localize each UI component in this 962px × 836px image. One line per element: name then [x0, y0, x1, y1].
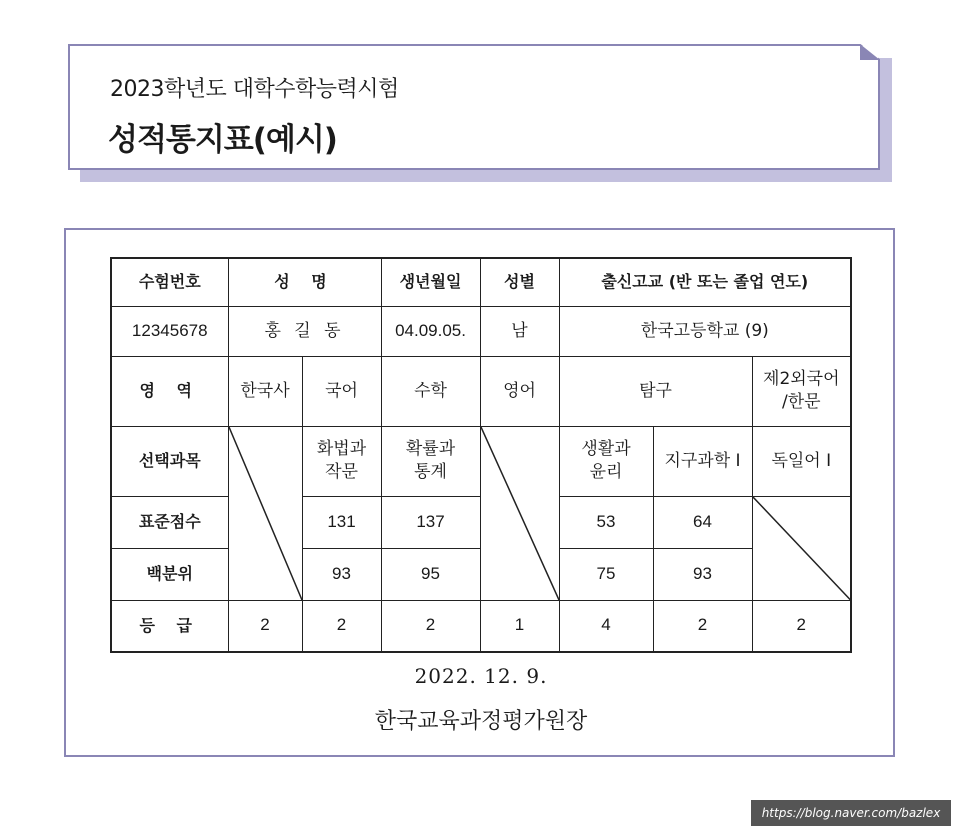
elective-inquiry-1-line1: 생활과 — [581, 439, 631, 460]
table-row-info — [111, 306, 851, 356]
table-row-header — [111, 258, 851, 306]
area-foreign-line2: /한문 — [781, 392, 821, 412]
area-inquiry: 탐구 — [559, 356, 752, 426]
header-exam-no: 수험번호 — [111, 258, 228, 306]
standard-inquiry-2: 64 — [653, 496, 752, 548]
grade-math: 2 — [381, 600, 480, 652]
standard-math: 137 — [381, 496, 480, 548]
area-korean: 국어 — [302, 356, 381, 426]
elective-korean-line2: 작문 — [325, 462, 358, 482]
elective-label: 선택과목 — [111, 426, 228, 496]
table-row-grade — [111, 600, 851, 652]
english-blank-diagonal — [480, 426, 559, 600]
issue-date: 2022. 12. 9. — [414, 664, 548, 688]
history-blank-diagonal — [228, 426, 302, 600]
header-gender: 성별 — [480, 258, 559, 306]
grade-inquiry-2: 2 — [653, 600, 752, 652]
header-school: 출신고교 (반 또는 졸업 연도) — [559, 258, 851, 306]
percentile-label: 백분위 — [111, 548, 228, 600]
header-birth: 생년월일 — [381, 258, 480, 306]
table-row-elective — [111, 426, 851, 496]
percentile-math: 95 — [381, 548, 480, 600]
school-value: 한국고등학교 (9) — [559, 306, 851, 356]
birth-value: 04.09.05. — [381, 306, 480, 356]
standard-label: 표준점수 — [111, 496, 228, 548]
standard-inquiry-1: 53 — [559, 496, 653, 548]
header-name: 성 명 — [228, 258, 381, 306]
header-subtitle: 2023학년도 대학수학능력시험 — [110, 77, 399, 102]
elective-math-line1: 확률과 — [405, 439, 456, 460]
elective-foreign: 독일어 I — [752, 426, 851, 496]
percentile-inquiry-1: 75 — [559, 548, 653, 600]
elective-inquiry-1-line2: 윤리 — [589, 462, 623, 482]
area-label: 영 역 — [111, 356, 228, 426]
area-english: 영어 — [480, 356, 559, 426]
elective-math — [381, 426, 480, 496]
score-table — [110, 257, 852, 653]
issuer-name: 한국교육과정평가원장 — [374, 709, 588, 734]
elective-korean — [302, 426, 381, 496]
foreign-blank-diagonal — [752, 496, 851, 600]
grade-foreign: 2 — [752, 600, 851, 652]
area-foreign — [752, 356, 851, 426]
grade-english: 1 — [480, 600, 559, 652]
name-value: 홍 길 동 — [228, 306, 381, 356]
exam-no-value: 12345678 — [111, 306, 228, 356]
area-math: 수학 — [381, 356, 480, 426]
standard-korean: 131 — [302, 496, 381, 548]
area-history: 한국사 — [228, 356, 302, 426]
area-foreign-line1: 제2외국어 — [763, 369, 840, 390]
table-row-area — [111, 356, 851, 426]
grade-inquiry-1: 4 — [559, 600, 653, 652]
grade-korean: 2 — [302, 600, 381, 652]
elective-inquiry-2: 지구과학 I — [653, 426, 752, 496]
elective-korean-line1: 화법과 — [316, 439, 367, 460]
grade-history: 2 — [228, 600, 302, 652]
percentile-korean: 93 — [302, 548, 381, 600]
elective-inquiry-1 — [559, 426, 653, 496]
gender-value: 남 — [480, 306, 559, 356]
percentile-inquiry-2: 93 — [653, 548, 752, 600]
grade-label: 등 급 — [111, 600, 228, 652]
watermark: https://blog.naver.com/bazlex — [751, 800, 951, 826]
elective-math-line2: 통계 — [414, 462, 447, 482]
header-title: 성적통지표(예시) — [108, 122, 337, 158]
